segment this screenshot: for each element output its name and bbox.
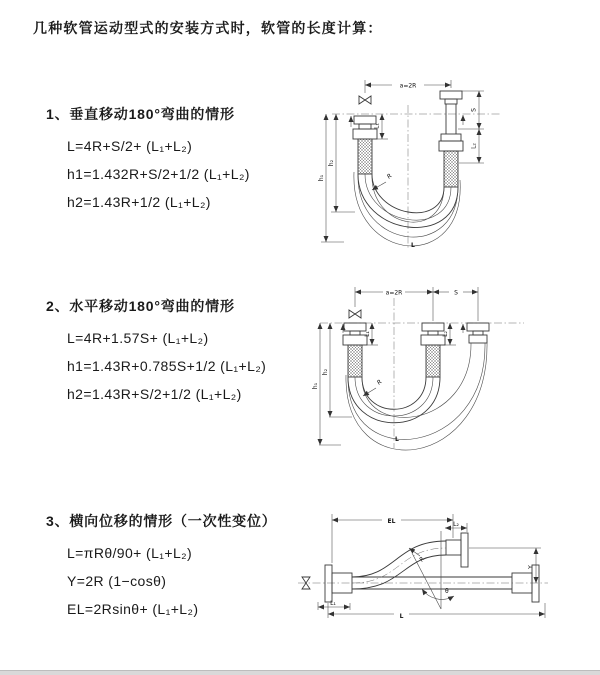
diagram-lateral-displacement xyxy=(296,503,551,638)
dim-label-l2: L₂ xyxy=(442,331,449,337)
dim-label-radius: R xyxy=(385,172,394,181)
section3-heading: 3、横向位移的情形（一次性变位） xyxy=(46,513,277,529)
dim-label-h1: h₁ xyxy=(318,174,325,182)
scan-edge xyxy=(0,670,600,675)
valve-icon xyxy=(359,96,371,104)
radius-callout xyxy=(372,172,393,190)
section-vertical-bend xyxy=(46,105,250,216)
dim-label-h1: h₁ xyxy=(312,382,319,390)
dim-label-el: EL xyxy=(387,518,396,525)
dim-label-l2: L₂ xyxy=(470,143,478,149)
dim-label-span: a=2R xyxy=(399,82,417,90)
page-title: 几种软管运动型式的安装方式时，软管的长度计算： xyxy=(33,20,383,36)
l1-dimension xyxy=(318,600,350,610)
centerlines xyxy=(332,105,502,250)
dim-label-l1: L₁ xyxy=(373,123,381,129)
section-horizontal-bend xyxy=(46,297,266,408)
dim-label-theta: θ xyxy=(445,588,449,595)
formula-length: L=πRθ/90+ (L₁+L₂) xyxy=(67,545,193,561)
dim-label-radius: R xyxy=(418,555,427,564)
formula-h1: h1=1.432R+S/2+1/2 (L₁+L₂) xyxy=(67,166,250,182)
y-dimension xyxy=(469,548,541,583)
right-fitting xyxy=(467,323,489,343)
dim-label-y: Y xyxy=(527,565,535,569)
dim-label-h2: h₂ xyxy=(328,159,335,167)
formula-y: Y=2R (1−cosθ) xyxy=(67,573,167,589)
diagram-vertical-bend xyxy=(308,72,523,262)
dim-label-length: L xyxy=(395,436,399,443)
section2-heading: 2、水平移动180°弯曲的情形 xyxy=(46,298,235,314)
displaced-hose xyxy=(352,541,446,589)
span-dimension xyxy=(365,80,451,93)
h2-dimension xyxy=(322,323,352,417)
dim-label-length: L xyxy=(399,613,404,620)
formula-length: L=4R+1.57S+ (L₁+L₂) xyxy=(67,330,209,346)
h1-dimension xyxy=(312,323,341,445)
dim-label-l1: L₁ xyxy=(364,331,371,337)
formula-h2: h2=1.43R+S/2+1/2 (L₁+L₂) xyxy=(67,386,242,402)
formula-h1: h1=1.43R+0.785S+1/2 (L₁+L₂) xyxy=(67,358,267,374)
dim-label-l1: L₁ xyxy=(330,600,336,607)
section3-formulas xyxy=(46,539,277,623)
dim-label-radius: R xyxy=(375,378,384,387)
formula-el: EL=2Rsinθ+ (L₁+L₂) xyxy=(67,601,199,617)
dim-label-span: a=2R xyxy=(385,289,403,297)
left-fitting xyxy=(343,323,367,377)
length-dimension xyxy=(328,603,545,620)
right-flange xyxy=(512,565,539,602)
upper-flange xyxy=(446,533,468,567)
section1-formulas xyxy=(46,132,250,216)
section2-formulas xyxy=(46,324,266,408)
h1-dimension xyxy=(318,114,344,242)
dim-label-length: L xyxy=(411,242,415,249)
diagram-horizontal-bend xyxy=(306,280,536,462)
dim-label-stroke: S xyxy=(454,289,458,297)
dim-label-l2: L₂ xyxy=(453,521,459,528)
h2-dimension xyxy=(328,114,355,212)
dim-label-stroke: S xyxy=(470,108,478,112)
stroke-dimension xyxy=(458,91,484,163)
valve-icon xyxy=(349,310,361,318)
dim-label-h2: h₂ xyxy=(322,368,329,376)
section1-heading: 1、垂直移动180°弯曲的情形 xyxy=(46,106,235,122)
angle-construction xyxy=(412,531,454,609)
formula-length: L=4R+S/2+ (L₁+L₂) xyxy=(67,138,193,154)
left-flange xyxy=(302,565,352,602)
right-fitting xyxy=(439,91,463,187)
hose-loops xyxy=(346,341,487,450)
span-dimension xyxy=(355,287,478,321)
section-lateral-displacement xyxy=(46,512,277,623)
formula-h2: h2=1.43R+1/2 (L₁+L₂) xyxy=(67,194,211,210)
radius-callout xyxy=(409,548,426,563)
middle-fitting xyxy=(421,323,445,377)
l2-dimension xyxy=(445,521,467,532)
